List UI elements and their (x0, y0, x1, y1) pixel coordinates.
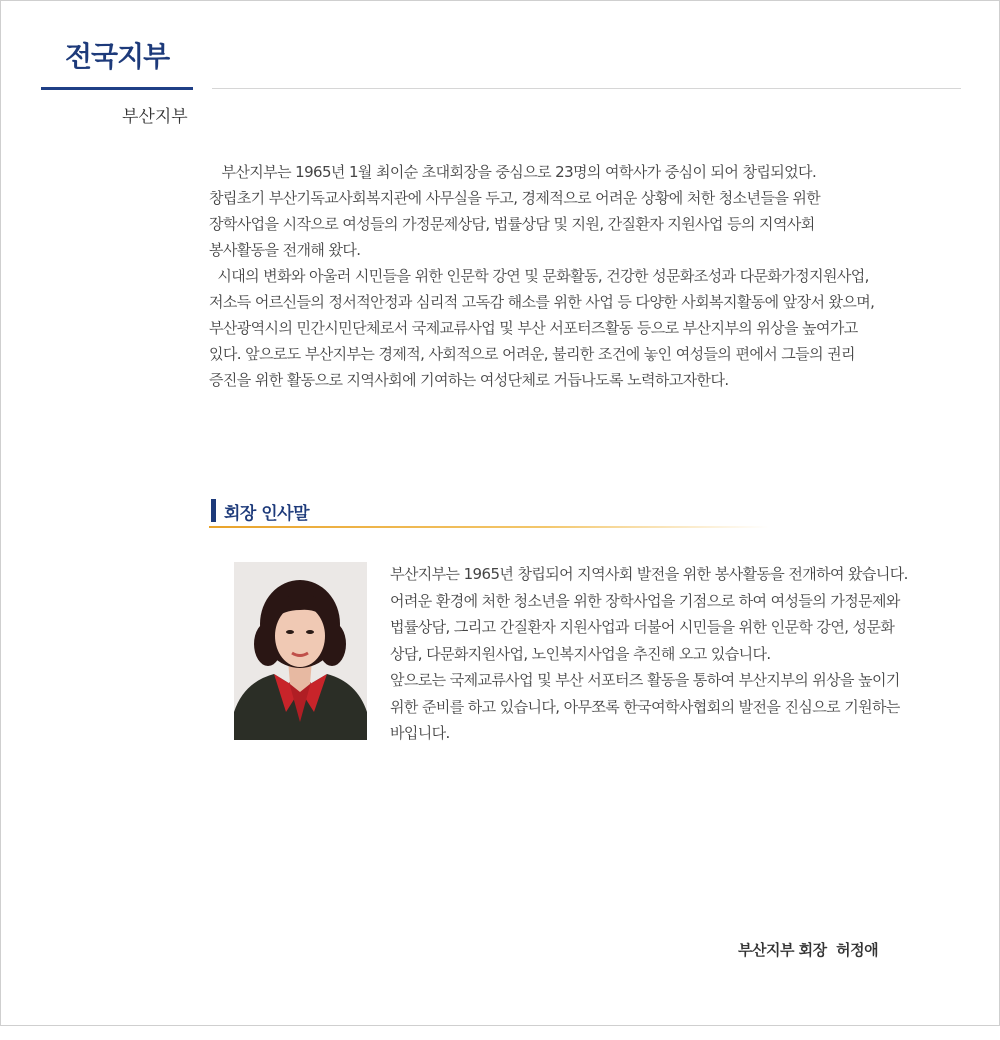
portrait-image (234, 562, 367, 740)
header-divider (212, 88, 961, 89)
intro-line: 저소득 어르신들의 정서적안정과 심리적 고독감 해소를 위한 사업 등 다양한 사회복지활동에 앞장서 왔으며, (209, 293, 875, 311)
president-portrait (234, 562, 367, 740)
branch-name: 부산지부 (122, 107, 188, 127)
greeting-text (390, 561, 990, 747)
intro-text (209, 159, 969, 393)
greeting-line: 위한 준비를 하고 있습니다, 아무쪼록 한국여학사협회의 발전을 진심으로 기원하는 (390, 697, 900, 716)
greeting-line: 앞으로는 국제교류사업 및 부산 서포터즈 활동을 통하여 부산지부의 위상을 높이기 (390, 671, 900, 689)
section-marker-bar (211, 499, 216, 522)
title-underline (41, 87, 193, 90)
greeting-heading: 회장 인사말 (224, 504, 310, 524)
greeting-line: 바입니다. (390, 724, 450, 742)
greeting-line: 법률상담, 그리고 간질환자 지원사업과 더불어 시민들을 위한 인문학 강연, 성문화 (390, 618, 895, 636)
page-title: 전국지부 (65, 40, 170, 73)
president-signature: 부산지부 회장 허정애 (738, 941, 879, 959)
intro-line: 증진을 위한 활동으로 지역사회에 기여하는 여성단체로 거듭나도록 노력하고자한다. (209, 371, 729, 389)
greeting-line: 어려운 환경에 처한 청소년을 위한 장학사업을 기점으로 하여 여성들의 가정문제와 (390, 591, 900, 610)
intro-line: 있다. 앞으로도 부산지부는 경제적, 사회적으로 어려운, 불리한 조건에 놓인 여성들의 편에서 그들의 권리 (209, 345, 855, 363)
intro-line: 시대의 변화와 아울러 시민들을 위한 인문학 강연 및 문화활동, 건강한 성문화조성과 다문화가정지원사업, (209, 267, 869, 285)
greeting-line: 부산지부는 1965년 창립되어 지역사회 발전을 위한 봉사활동을 전개하여 왔습니다. (390, 565, 908, 583)
intro-line: 봉사활동을 전개해 왔다. (209, 241, 361, 259)
intro-line: 부산광역시의 민간시민단체로서 국제교류사업 및 부산 서포터즈활동 등으로 부산지부의 위상을 높여가고 (209, 319, 858, 337)
intro-line: 장학사업을 시작으로 여성들의 가정문제상담, 법률상담 및 지원, 간질환자 지원사업 등의 지역사회 (209, 215, 815, 233)
intro-line: 창립초기 부산기독교사회복지관에 사무실을 두고, 경제적으로 어려운 상황에 처한 청소년들을 위한 (209, 189, 821, 207)
intro-line: 부산지부는 1965년 1월 최이순 초대회장을 중심으로 23명의 여학사가 중심이 되어 창립되었다. (209, 163, 817, 181)
greeting-line: 상담, 다문화지원사업, 노인복지사업을 추진해 오고 있습니다. (390, 644, 771, 663)
greeting-divider (209, 526, 769, 528)
